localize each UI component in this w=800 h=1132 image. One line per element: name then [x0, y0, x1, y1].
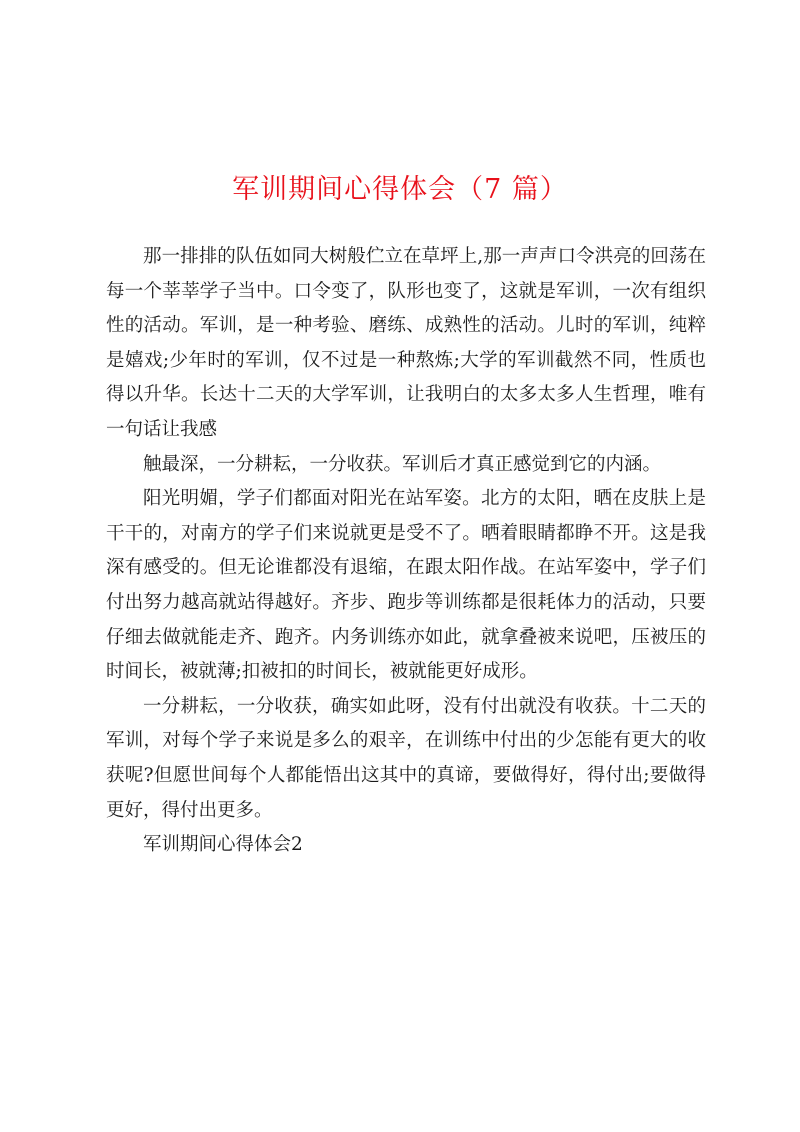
- paragraph: 阳光明媚，学子们都面对阳光在站军姿。北方的太阳，晒在皮肤上是干干的，对南方的学子们来说就更是受不了。晒着眼睛都睁不开。这是我深有感受的。但无论谁都没有退缩，在跟太阳作战。在站军姿中，学子们付出努力越高就站得越好。齐步、跑步等训练都是很耗体力的活动，只要仔细去做就能走齐、跑齐。内务训练亦如此，就拿叠被来说吧，压被压的时间长，被就薄;扣被扣的时间长，被就能更好成形。: [106, 488, 706, 683]
- paragraph: 那一排排的队伍如同大树般伫立在草坪上,那一声声口令洪亮的回荡在每一个莘莘学子当中。口令变了，队形也变了，这就是军训，一次有组织性的活动。军训，是一种考验、磨练、成熟性的活动。儿时的军训，纯粹是嬉戏;少年时的军训，仅不过是一种熬炼;大学的军训截然不同，性质也得以升华。长达十二天的大学军训，让我明白的太多太多人生哲理，唯有一句话让我感: [106, 246, 706, 440]
- document-title: 军训期间心得体会（7 篇）: [232, 174, 568, 205]
- paragraph: 一分耕耘，一分收获，确实如此呀，没有付出就没有收获。十二天的军训，对每个学子来说是多么的艰辛，在训练中付出的少怎能有更大的收获呢?但愿世间每个人都能悟出这其中的真谛，要做得好，得付出;要做得更好，得付出更多。: [106, 695, 706, 821]
- document-body: [106, 240, 706, 863]
- section-heading: 军训期间心得体会2: [143, 834, 303, 856]
- paragraph: 触最深，一分耕耘，一分收获。军训后才真正感觉到它的内涵。: [143, 453, 662, 475]
